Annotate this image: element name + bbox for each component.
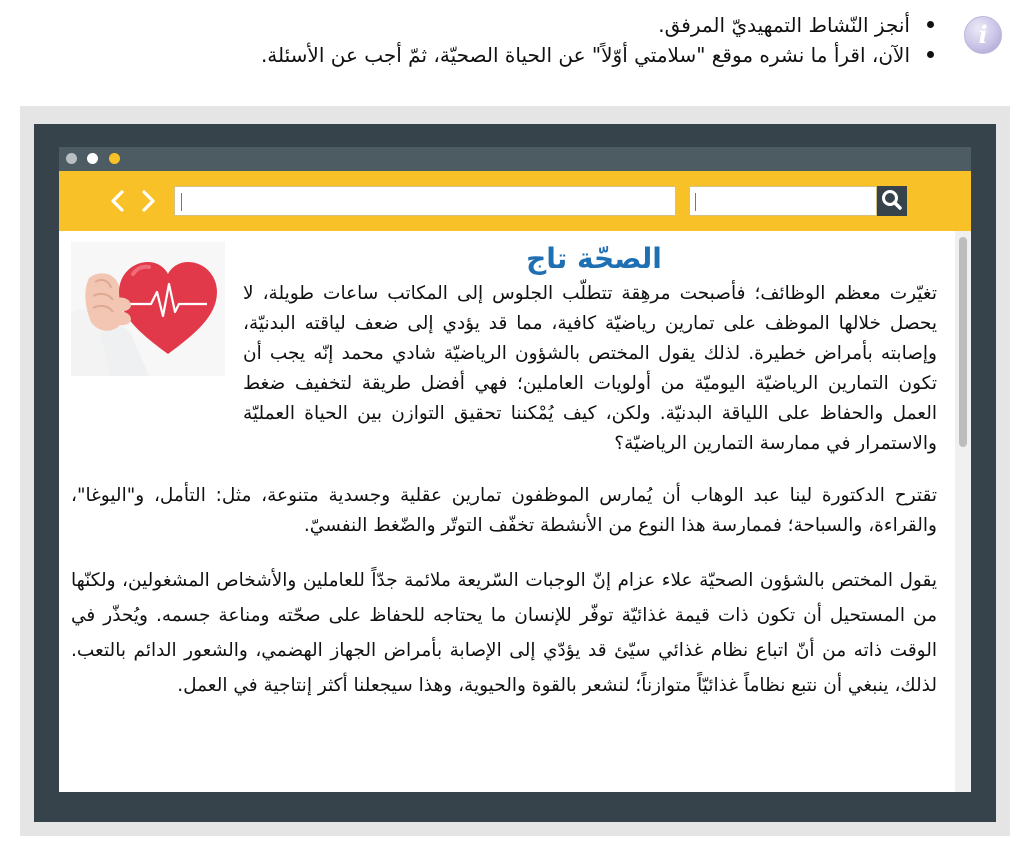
paragraph-1-text: تغيّرت معظم الوظائف؛ فأصبحت مرهِقة تتطلّب الجلوس إلى المكاتب ساعات طويلة، لا يحصل خلالها الموظف على تمارين رياضيّة كافية، مما قد يؤدي إلى ضعف لياقته البدنيّة، وإصابته بأمراض خطيرة. لذلك يقول المختص بالشؤون الرياضيّة شادي محمد إنّه يجب أن تكون التمارين الرياضيّة اليوميّة من أولويات العاملين؛ فهي أفضل طريقة لتخفيف ضغط العمل والحفاظ على اللياقة البدنيّة. ولكن، كيف يُمْكننا تحقيق التوازن بين الحياة العمليّة والاستمرار في ممارسة التمارين الرياضيّة؟ bbox=[243, 283, 937, 454]
chevron-right-icon[interactable] bbox=[135, 181, 163, 221]
article-paragraph-1 bbox=[71, 279, 937, 459]
paragraph-gap bbox=[71, 541, 937, 563]
instructions bbox=[60, 10, 940, 70]
page-content bbox=[59, 231, 971, 792]
chevron-left-icon[interactable] bbox=[103, 181, 131, 221]
search-icon bbox=[877, 186, 907, 216]
article bbox=[71, 239, 937, 703]
window-dot-close[interactable] bbox=[66, 153, 77, 164]
window-dot-minimize[interactable] bbox=[87, 153, 98, 164]
activity-frame bbox=[20, 106, 1010, 836]
window-dot-maximize[interactable] bbox=[109, 153, 120, 164]
search-button[interactable] bbox=[877, 186, 907, 216]
instruction-line-2: الآن، اقرأ ما نشره موقع "سلامتي أوّلاً" عن الحياة الصحيّة، ثمّ أجب عن الأسئلة. bbox=[60, 40, 940, 70]
info-icon[interactable]: i bbox=[964, 16, 1002, 54]
browser-window bbox=[34, 124, 996, 822]
instruction-line-1: أنجز النّشاط التمهيديّ المرفق. bbox=[60, 10, 940, 40]
article-title: الصحّة تاج bbox=[526, 242, 662, 275]
paragraph-gap bbox=[71, 459, 937, 481]
scroll-thumb[interactable] bbox=[959, 237, 967, 447]
article-paragraph-3: يقول المختص بالشؤون الصحيّة علاء عزام إنّ الوجبات السّريعة ملائمة جدّاً للعاملين والأشخاص المشغولين، ولكنّها من المستحيل أن تكون ذات قيمة غذائيّة توفّر للإنسان ما يحتاجه للحفاظ على صحّته ومناعة جسمه. ويُحذّر في الوقت ذاته من أنّ اتباع نظام غذائي سيّئ قد يؤدّي إلى الإصابة بأمراض الجهاز الهضمي، والشعور الدائم بالتعب. لذلك، ينبغي أن نتبع نظاماً غذائيّاً متوازناً؛ لنشعر بالقوة والحيوية، وهذا سيجعلنا أكثر إنتاجية في العمل. bbox=[71, 570, 937, 696]
browser-toolbar bbox=[59, 171, 971, 231]
browser-title-bar bbox=[59, 147, 971, 171]
address-bar[interactable] bbox=[174, 186, 676, 216]
vertical-scrollbar[interactable] bbox=[955, 231, 971, 792]
search-input[interactable] bbox=[689, 186, 877, 216]
address-caret bbox=[181, 193, 182, 211]
article-paragraph-2: تقترح الدكتورة لينا عبد الوهاب أن يُمارس الموظفون تمارين عقلية وجسدية متنوعة، مثل: التأمل، و"اليوغا"، والقراءة، والسباحة؛ فممارسة هذا النوع من الأنشطة تخفّف التوتّر والضّغط النفسيّ. bbox=[71, 485, 937, 536]
search-caret bbox=[695, 193, 696, 211]
